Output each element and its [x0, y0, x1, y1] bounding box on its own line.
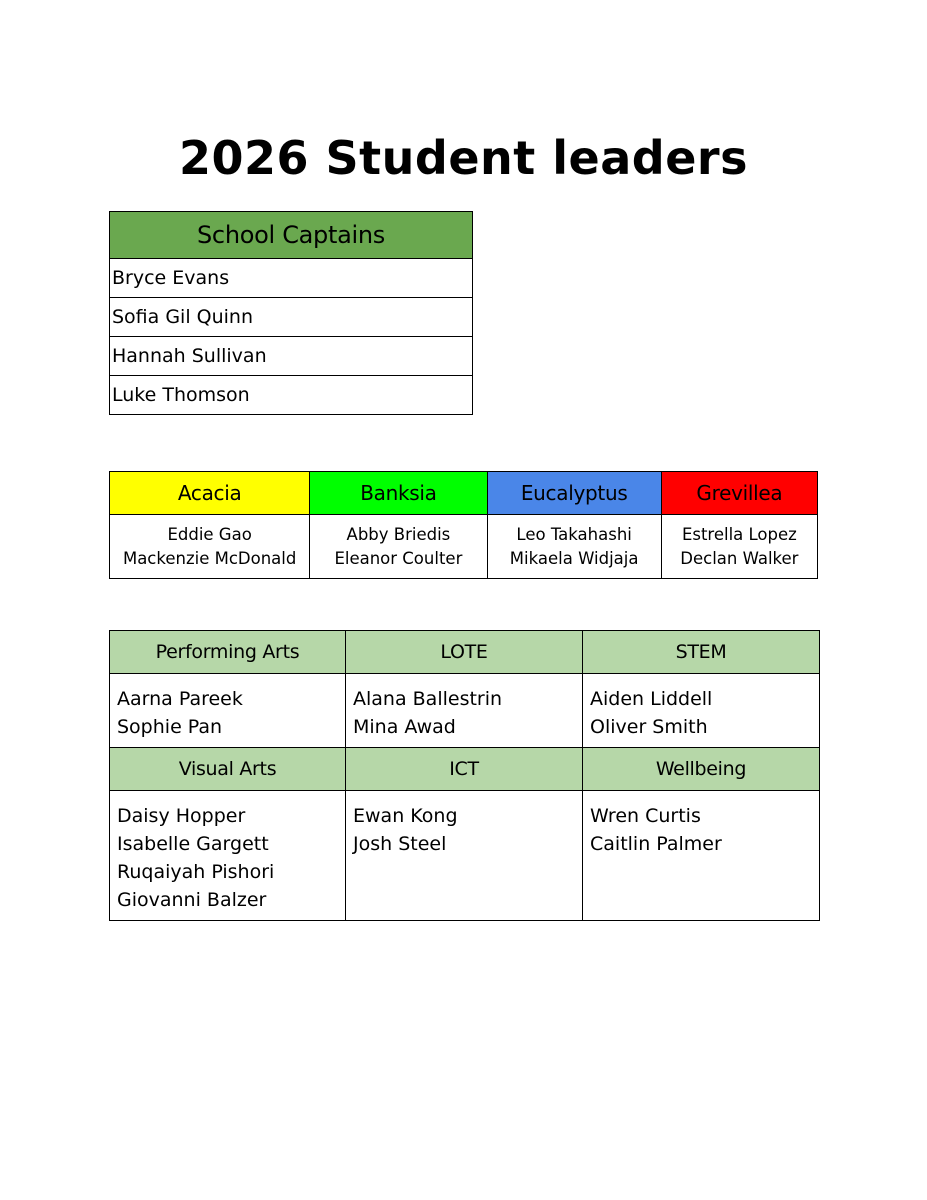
- portfolio-member: Ewan Kong: [353, 805, 458, 827]
- portfolio-members-lote: [346, 674, 583, 748]
- portfolio-member: Wren Curtis: [590, 805, 701, 827]
- school-captains-header: School Captains: [110, 212, 473, 259]
- portfolio-member: Aiden Liddell: [590, 688, 713, 710]
- house-header-acacia: Acacia: [110, 472, 310, 515]
- house-members-banksia: [310, 515, 487, 579]
- portfolio-header-wellbeing: Wellbeing: [583, 748, 820, 791]
- house-member: Mackenzie McDonald: [122, 548, 297, 568]
- portfolio-members-wellbeing: [583, 791, 820, 921]
- portfolio-member: Ruqaiyah Pishori: [117, 861, 275, 883]
- page-title: 2026 Student leaders: [179, 131, 748, 185]
- captain-name: Bryce Evans: [110, 259, 473, 298]
- portfolio-member: Isabelle Gargett: [117, 833, 269, 855]
- portfolio-member: Daisy Hopper: [117, 805, 246, 827]
- house-member: Estrella Lopez: [681, 524, 797, 544]
- house-header-eucalyptus: Eucalyptus: [487, 472, 661, 515]
- portfolio-member: Oliver Smith: [590, 716, 708, 738]
- captain-name: Sofia Gil Quinn: [110, 298, 473, 337]
- portfolio-header-stem: STEM: [583, 631, 820, 674]
- house-member: Eddie Gao: [167, 524, 252, 544]
- house-members-grevillea: [661, 515, 817, 579]
- house-member: Declan Walker: [680, 548, 799, 568]
- portfolio-header-lote: LOTE: [346, 631, 583, 674]
- portfolio-header-performing-arts: Performing Arts: [110, 631, 346, 674]
- house-member: Abby Briedis: [346, 524, 451, 544]
- house-header-banksia: Banksia: [310, 472, 487, 515]
- portfolio-header-visual-arts: Visual Arts: [110, 748, 346, 791]
- house-member: Mikaela Widjaja: [509, 548, 639, 568]
- house-header-grevillea: Grevillea: [661, 472, 817, 515]
- portfolio-members-stem: [583, 674, 820, 748]
- portfolio-members-ict: [346, 791, 583, 921]
- house-member: Eleanor Coulter: [334, 548, 463, 568]
- portfolio-member: Aarna Pareek: [117, 688, 243, 710]
- portfolio-member: Caitlin Palmer: [590, 833, 722, 855]
- house-captains-table: [109, 471, 818, 579]
- house-member: Leo Takahashi: [516, 524, 632, 544]
- house-members-acacia: [110, 515, 310, 579]
- portfolio-member: Sophie Pan: [117, 716, 223, 738]
- captain-name: Hannah Sullivan: [110, 337, 473, 376]
- school-captains-table: [109, 211, 473, 415]
- captain-name: Luke Thomson: [110, 376, 473, 415]
- house-members-eucalyptus: [487, 515, 661, 579]
- portfolio-member: Mina Awad: [353, 716, 456, 738]
- portfolio-header-ict: ICT: [346, 748, 583, 791]
- portfolio-members-performing-arts: [110, 674, 346, 748]
- portfolio-member: Alana Ballestrin: [353, 688, 503, 710]
- portfolio-members-visual-arts: [110, 791, 346, 921]
- portfolio-member: Giovanni Balzer: [117, 889, 267, 911]
- portfolio-leaders-table: [109, 630, 820, 921]
- portfolio-member: Josh Steel: [353, 833, 447, 855]
